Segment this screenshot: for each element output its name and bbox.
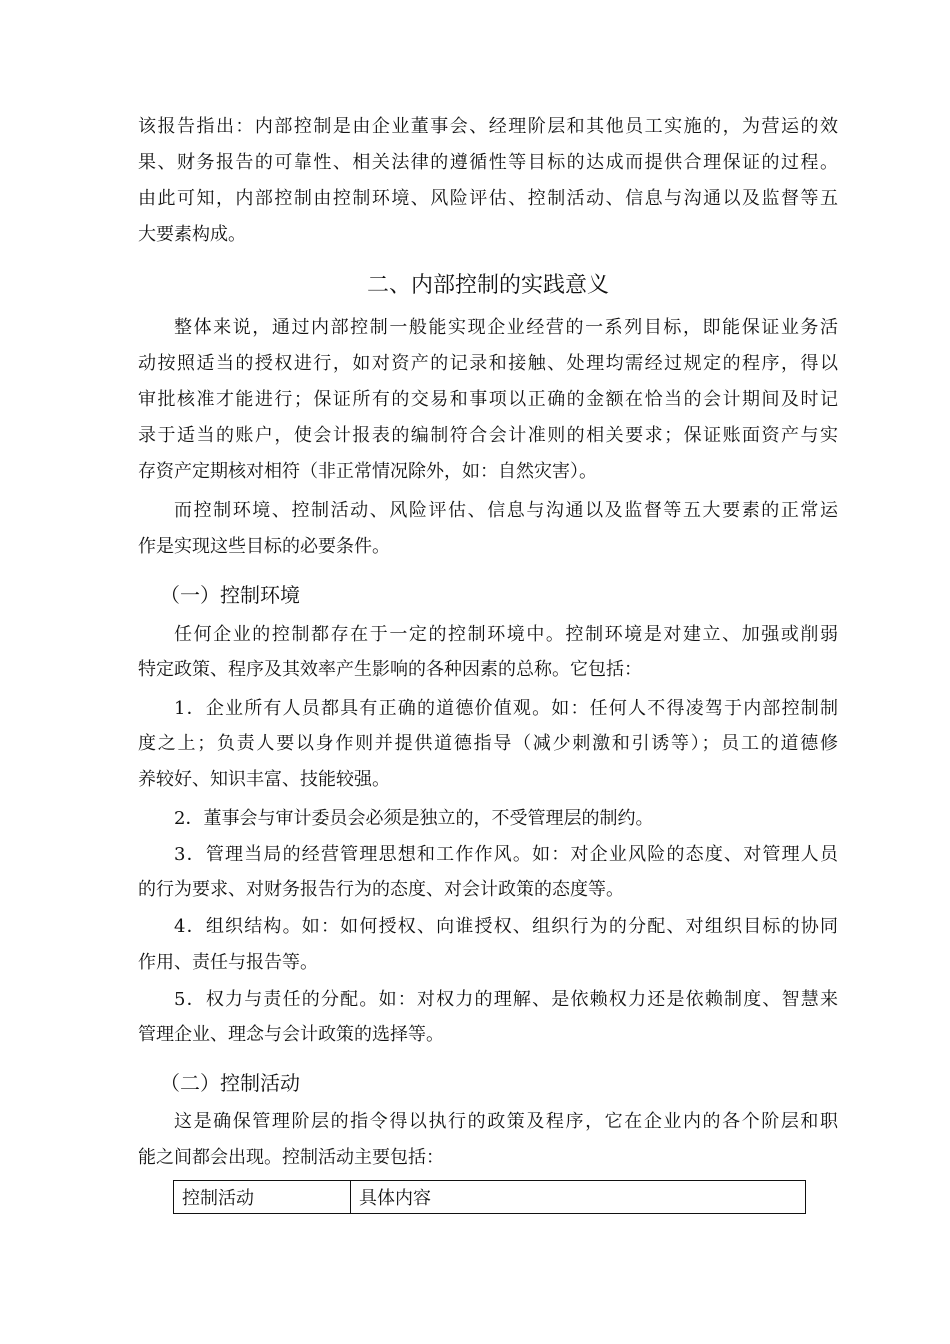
paragraph-line: 任何企业的控制都存在于一定的控制环境中。控制环境是对建立、加强或削弱 xyxy=(174,624,838,645)
intro-line: 由此可知，内部控制由控制环境、风险评估、控制活动、信息与沟通以及监督等五 xyxy=(138,188,838,209)
list-item-line: 管理企业、理念与会计政策的选择等。 xyxy=(138,1024,444,1045)
intro-line: 大要素构成。 xyxy=(138,224,246,245)
list-item-line: 4．组织结构。如：如何授权、向谁授权、组织行为的分配、对组织目标的协同 xyxy=(174,916,838,937)
paragraph-line: 能之间都会出现。控制活动主要包括： xyxy=(138,1147,444,1168)
list-item-line: 的行为要求、对财务报告行为的态度、对会计政策的态度等。 xyxy=(138,879,624,900)
list-item-line: 养较好、知识丰富、技能较强。 xyxy=(138,769,390,790)
paragraph-line: 审批核准才能进行；保证所有的交易和事项以正确的金额在恰当的会计期间及时记 xyxy=(138,389,838,410)
paragraph-line: 而控制环境、控制活动、风险评估、信息与沟通以及监督等五大要素的正常运 xyxy=(174,500,838,521)
subsection-heading: （二）控制活动 xyxy=(160,1071,300,1095)
list-item-line: 2．董事会与审计委员会必须是独立的，不受管理层的制约。 xyxy=(174,808,654,829)
control-activities-table xyxy=(173,1180,806,1214)
list-item-line: 度之上；负责人要以身作则并提供道德指导（减少刺激和引诱等）；员工的道德修 xyxy=(138,733,838,754)
intro-line: 果、财务报告的可靠性、相关法律的遵循性等目标的达成而提供合理保证的过程。 xyxy=(138,152,838,173)
list-item-line: 5．权力与责任的分配。如：对权力的理解、是依赖权力还是依赖制度、智慧来 xyxy=(174,989,838,1010)
paragraph-line: 这是确保管理阶层的指令得以执行的政策及程序，它在企业内的各个阶层和职 xyxy=(174,1111,838,1132)
section-heading: 二、内部控制的实践意义 xyxy=(366,273,609,298)
list-item-line: 作用、责任与报告等。 xyxy=(138,952,318,973)
list-item-line: 3．管理当局的经营管理思想和工作作风。如：对企业风险的态度、对管理人员 xyxy=(174,844,838,865)
list-item-line: 1．企业所有人员都具有正确的道德价值观。如：任何人不得凌驾于内部控制制 xyxy=(174,698,838,719)
paragraph-line: 存资产定期核对相符（非正常情况除外，如：自然灾害）。 xyxy=(138,461,597,482)
table-header-cell: 具体内容 xyxy=(351,1181,806,1214)
paragraph-line: 动按照适当的授权进行，如对资产的记录和接触、处理均需经过规定的程序，得以 xyxy=(138,353,838,374)
paragraph-line: 作是实现这些目标的必要条件。 xyxy=(138,536,390,557)
subsection-heading: （一）控制环境 xyxy=(160,583,300,607)
paragraph-line: 录于适当的账户，使会计报表的编制符合会计准则的相关要求；保证账面资产与实 xyxy=(138,425,838,446)
paragraph-line: 整体来说，通过内部控制一般能实现企业经营的一系列目标，即能保证业务活 xyxy=(174,317,838,338)
intro-line: 该报告指出：内部控制是由企业董事会、经理阶层和其他员工实施的，为营运的效 xyxy=(138,116,838,137)
paragraph-line: 特定政策、程序及其效率产生影响的各种因素的总称。它包括： xyxy=(138,659,642,680)
table-header-row xyxy=(174,1181,806,1214)
table-header-cell: 控制活动 xyxy=(174,1181,351,1214)
